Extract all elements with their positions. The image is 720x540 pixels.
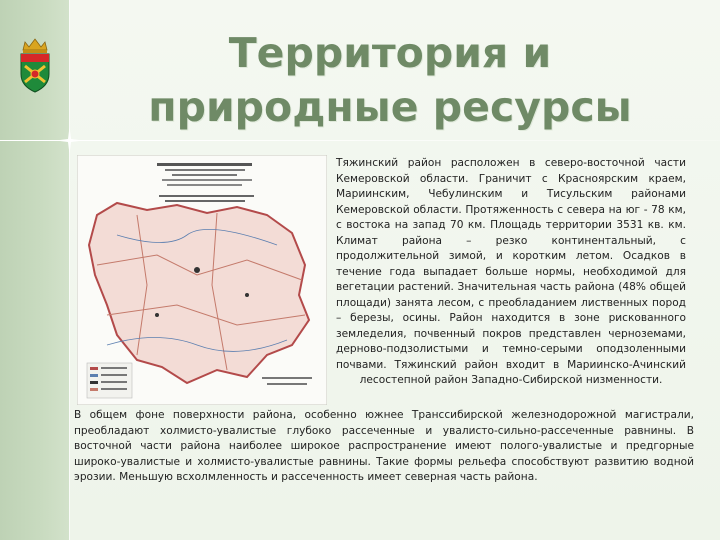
vertical-divider-line <box>69 0 70 540</box>
coat-of-arms-icon <box>16 36 54 94</box>
description-paragraph-bottom: В общем фоне поверхности района, особенно южнее Транссибирской железнодорожной магистрали, преобладают холмисто-увалистые глубоко рассеченные и увалисто-сильно-рассеченные равнины. В восточной части района наиболее широкое распространение имеют полого-увалистые и предгорные широко-увалистые и холмисто-увалистые равнины. Такие формы рельефа способствуют развитию водной эрозии. Меньшую всхолмленность и рассеченность имеет северная часть района. <box>74 409 694 483</box>
slide-title <box>110 26 670 134</box>
title-line-2: природные ресурсы <box>148 83 632 131</box>
horizontal-divider-line <box>0 140 720 141</box>
sparkle-icon <box>56 127 83 154</box>
description-paragraph-right: Тяжинский район расположен в северо-восточной части Кемеровской области. Граничит с Красноярским краем, Мариинским, Чебулинским и Тисульским районами Кемеровской области. Протяженность с севера на юг - 78 км, с востока на запад 70 км. Площадь территории 3531 кв. км. Климат района – резко континентальный, с продолжительной зимой, и коротким летом. Осадков в течение года выпадает больше нормы, необходимой для вегетации растений. Значительная часть района (48% общей площади) занята лесом, с преобладанием лиственных пород – березы, осины. Район находится в зоне рискованного земледелия, почвенный покров представлен черноземами, дерново-подзолистыми и темно-серыми оподзоленными почвами. Тяжинский район входит в Мариинско-Ачинский лесостепной район Западно-Сибирской низменности. <box>336 157 686 386</box>
title-line-1: Территория и <box>228 29 552 77</box>
district-map-image <box>77 155 327 405</box>
